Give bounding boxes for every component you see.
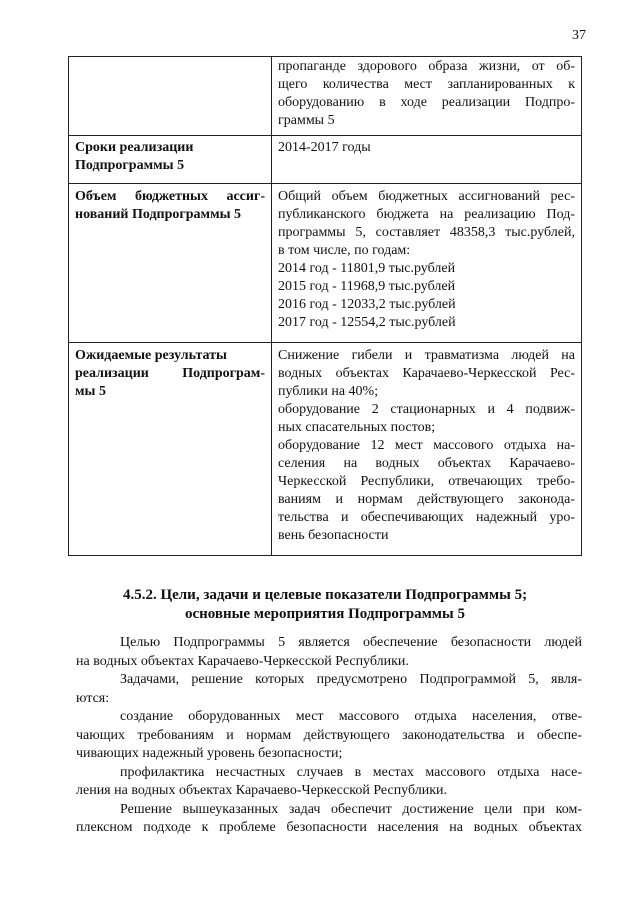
paragraph-line: ются: [76,690,110,706]
cell-line: 2014-2017 годы [278,140,371,155]
row-value [272,136,582,184]
table-row [69,343,582,556]
table-row [69,57,582,136]
paragraph-line: на водных объектах Карачаево-Черкесской Республики. [76,653,409,669]
row-value [272,57,582,136]
cell-line: 2014 год - 11801,9 тыс.рублей [278,261,456,276]
cell-line: водных объектах Карачаево-Черкесской Рес- [278,366,575,381]
row-label [69,343,272,556]
label-line: мы 5 [75,384,106,399]
row-value [272,343,582,556]
paragraph [76,801,582,838]
label-line: реализации Подпрограм- [75,366,265,381]
row-label [69,136,272,184]
cell-line: 2015 год - 11968,9 тыс.рублей [278,279,456,294]
paragraph-line: плексном подходе к проблеме безопасности населения на водных объектах [76,820,582,835]
cell-line: щего количества мест запланированных к [278,77,575,92]
paragraph [76,708,582,764]
cell-line: оборудование 2 стационарных и 4 подвиж- [278,402,575,417]
cell-line: ных спасательных постов; [278,420,436,435]
cell-line: 2017 год - 12554,2 тыс.рублей [278,315,456,330]
cell-line: программы 5, составляет 48358,3 тыс.рублей, [278,225,575,240]
cell-line: тельства и обеспечивающих надежный уро- [278,510,575,525]
row-value [272,184,582,343]
cell-line: 2016 год - 12033,2 тыс.рублей [278,297,456,312]
cell-line: оборудованию в ходе реализации Подпро- [278,95,575,110]
cell-line: Общий объем бюджетных ассигнований рес- [278,189,575,204]
paragraph-line: чающих требованиям и нормам действующего законодательства и обеспе- [76,727,582,743]
heading-line: основные мероприятия Подпрограммы 5 [185,606,465,622]
paragraph-line: профилактика несчастных случаев в местах массового отдыха насе- [120,764,582,780]
table-row [69,184,582,343]
label-line: нований Подпрограммы 5 [75,207,242,222]
paragraph [76,671,582,708]
paragraph-line: чивающих надежный уровень безопасности; [76,746,343,761]
paragraph [76,634,582,671]
paragraph-line: ления на водных объектах Карачаево-Черкесской Республики. [76,783,448,798]
label-line: Ожидаемые результаты [75,348,227,363]
subprogram-passport-table [68,56,582,556]
paragraph-line: создание оборудованных мест массового отдыха населения, отве- [120,709,582,724]
paragraph-line: Решение вышеуказанных задач обеспечит достижение цели при ком- [120,801,582,817]
paragraph-line: Задачами, решение которых предусмотрено Подпрограммой 5, явля- [120,672,582,687]
body-text [76,634,582,838]
cell-line: Снижение гибели и травматизма людей на [278,348,575,363]
cell-line: ваниям и нормам действующего законода- [278,492,575,507]
cell-line: оборудование 12 мест массового отдыха на- [278,438,575,453]
row-label [69,57,272,136]
cell-line: в том числе, по годам: [278,243,411,258]
row-label [69,184,272,343]
page-number: 37 [572,28,586,43]
cell-line: публики на 40%; [278,384,379,399]
label-line: Сроки реализации [75,140,194,155]
paragraph-line: Целью Подпрограммы 5 является обеспечение безопасности людей [120,635,582,650]
cell-line: селения на водных объектах Карачаево- [278,456,575,471]
heading-line: 4.5.2. Цели, задачи и целевые показатели Подпрограммы 5; [122,587,528,603]
cell-line: публиканского бюджета на реализацию Под- [278,207,575,222]
section-heading [68,586,582,624]
label-line: Объем бюджетных ассиг- [75,189,265,204]
paragraph [76,764,582,801]
cell-line: пропаганде здорового образа жизни, от об- [278,59,575,74]
cell-line: вень безопасности [278,528,389,543]
cell-line: граммы 5 [278,113,335,128]
table-row [69,136,582,184]
label-line: Подпрограммы 5 [75,158,185,173]
cell-line: Черкесской Республики, отвечающих требо- [278,474,575,489]
